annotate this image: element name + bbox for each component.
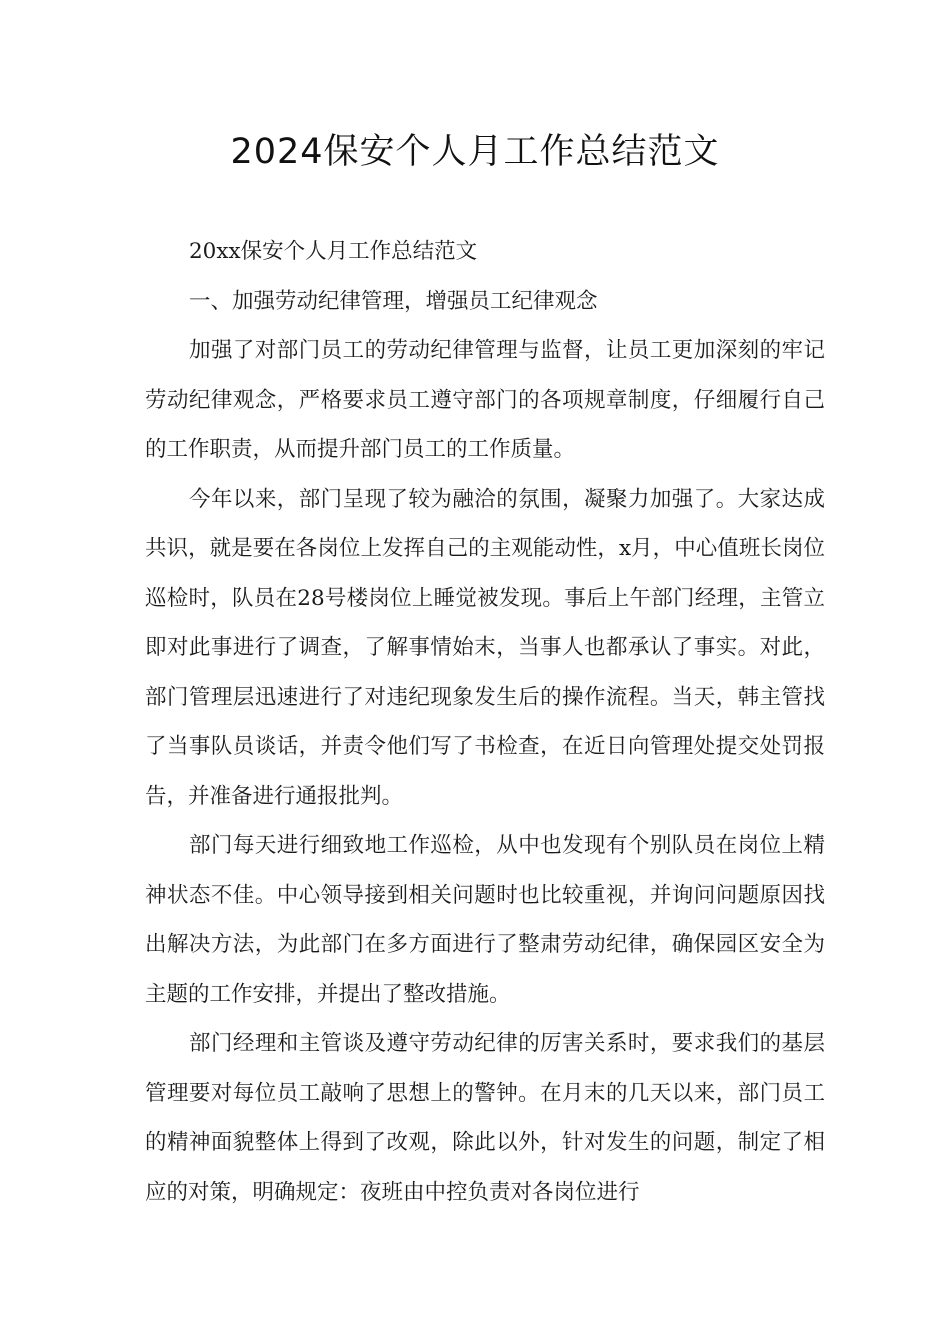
body-paragraph: 部门每天进行细致地工作巡检，从中也发现有个别队员在岗位上精神状态不佳。中心领导接到相关问题时也比较重视，并询问问题原因找出解决方法，为此部门在多方面进行了整肃劳动纪律，确保园区安全为主题的工作安排，并提出了整改措施。 (145, 833, 825, 1007)
body-paragraph: 今年以来，部门呈现了较为融洽的氛围，凝聚力加强了。大家达成共识，就是要在各岗位上发挥自己的主观能动性，x月，中心值班长岗位巡检时，队员在28号楼岗位上睡觉被发现。事后上午部门经理，主管立即对此事进行了调查，了解事情始末，当事人也都承认了事实。对此，部门管理层迅速进行了对违纪现象发生后的操作流程。当天，韩主管找了当事队员谈话，并责令他们写了书检查，在近日向管理处提交处罚报告，并准备进行通报批判。 (145, 486, 825, 809)
section-heading: 一、加强劳动纪律管理，增强员工纪律观念 (189, 288, 598, 314)
body-paragraph: 加强了对部门员工的劳动纪律管理与监督，让员工更加深刻的牢记劳动纪律观念，严格要求员工遵守部门的各项规章制度，仔细履行自己的工作职责，从而提升部门员工的工作质量。 (145, 338, 825, 462)
subtitle-paragraph: 20xx保安个人月工作总结范文 (189, 239, 478, 264)
body-paragraph: 部门经理和主管谈及遵守劳动纪律的厉害关系时，要求我们的基层管理要对每位员工敲响了思想上的警钟。在月末的几天以来，部门员工的精神面貌整体上得到了改观，除此以外，针对发生的问题，制定了相应的对策，明确规定：夜班由中控负责对各岗位进行 (145, 1031, 825, 1205)
document-body (145, 227, 825, 1217)
document-title: 2024保安个人月工作总结范文 (230, 132, 720, 172)
